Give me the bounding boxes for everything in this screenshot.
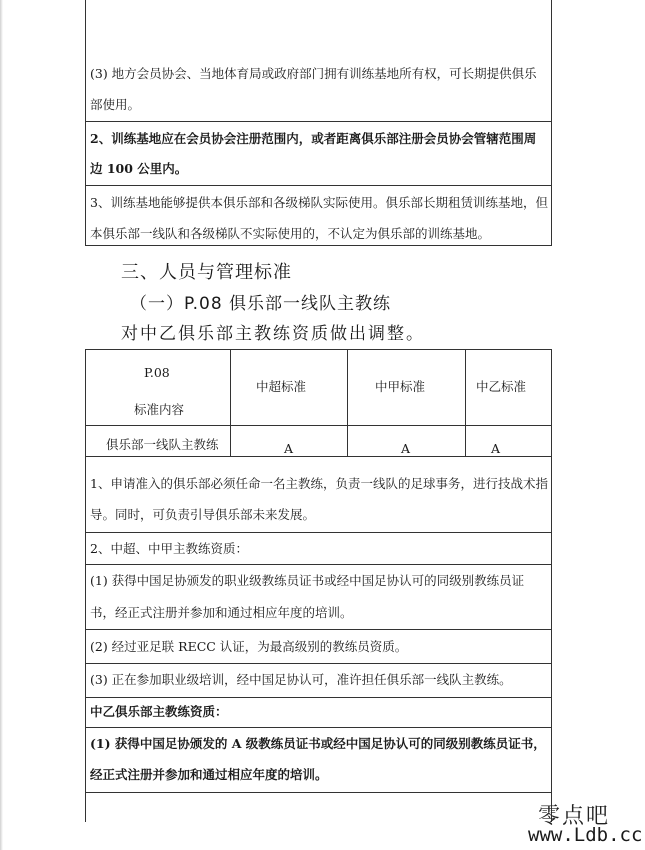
table-grade-csl: A: [284, 441, 294, 456]
table-header-cl1: 中甲标准: [375, 379, 426, 394]
text-line: 2、中超、中甲主教练资质：: [90, 541, 248, 556]
text-line: 1、申请准入的俱乐部必须任命一名主教练，负责一线队的足球事务，进行技战术指: [90, 476, 548, 491]
text-line: 经正式注册并参加和通过相应年度的培训。: [90, 767, 328, 782]
text-line: 中乙俱乐部主教练资质：: [90, 704, 228, 719]
text-line: (1) 获得中国足协颁发的 A 级教练员证书或经中国足协认可的同级别教练员证书，: [90, 736, 546, 751]
row-divider: [86, 727, 551, 728]
row-divider: [86, 663, 551, 664]
row-divider: [86, 121, 551, 122]
table-header-cl2: 中乙标准: [476, 379, 527, 394]
table-code: P.08: [144, 365, 170, 380]
text-line: (3) 地方会员协会、当地体育局或政府部门拥有训练基地所有权，可长期提供俱乐: [90, 66, 537, 81]
row-divider: [86, 629, 551, 630]
text-line: (2) 经过亚足联 RECC 认证，为最高级别的教练员资质。: [90, 639, 408, 654]
table-header-csl: 中超标准: [256, 379, 307, 394]
text-line: 3、训练基地能够提供本俱乐部和各级梯队实际使用。俱乐部长期租赁训练基地，但: [90, 195, 548, 210]
row-divider: [86, 697, 551, 698]
row-divider: [86, 425, 551, 426]
standards-table: [85, 349, 552, 457]
table-row-label: 俱乐部一线队主教练: [106, 437, 219, 452]
text-line: 边 100 公里内。: [90, 161, 188, 176]
section-intro: 对中乙俱乐部主教练资质做出调整。: [121, 324, 425, 344]
row-divider: [86, 185, 551, 186]
text-line: (3) 正在参加职业级培训，经中国足协认可，准许担任俱乐部一线队主教练。: [90, 672, 512, 687]
coach-requirements-box: [85, 457, 552, 822]
scan-edge: [0, 0, 3, 850]
table-content-label: 标准内容: [134, 402, 185, 417]
col-divider: [347, 350, 348, 456]
col-divider: [465, 350, 466, 456]
row-divider: [86, 792, 551, 793]
text-line: 本俱乐部一线队和各级梯队不实际使用的，不认定为俱乐部的训练基地。: [90, 226, 491, 241]
row-divider: [86, 564, 551, 565]
section-heading: 三、人员与管理标准: [121, 262, 292, 283]
text-line: 导。同时，可负责引导俱乐部未来发展。: [90, 507, 316, 522]
section-subheading: （一）P.08 俱乐部一线队主教练: [130, 294, 392, 314]
col-divider: [230, 350, 231, 456]
row-divider: [86, 532, 551, 533]
training-base-box: [85, 0, 552, 246]
watermark-url: www.Ldb.cc: [528, 824, 643, 846]
table-grade-cl2: A: [491, 441, 501, 456]
text-line: 书，经正式注册并参加和通过相应年度的培训。: [90, 605, 353, 620]
text-line: (1) 获得中国足协颁发的职业级教练员证书或经中国足协认可的同级别教练员证: [90, 573, 525, 588]
watermark-text: 零点吧: [538, 804, 611, 829]
text-line: 2、训练基地应在会员协会注册范围内，或者距离俱乐部注册会员协会管辖范围周: [90, 131, 537, 146]
text-line: 部使用。: [90, 97, 141, 112]
table-grade-cl1: A: [401, 441, 411, 456]
